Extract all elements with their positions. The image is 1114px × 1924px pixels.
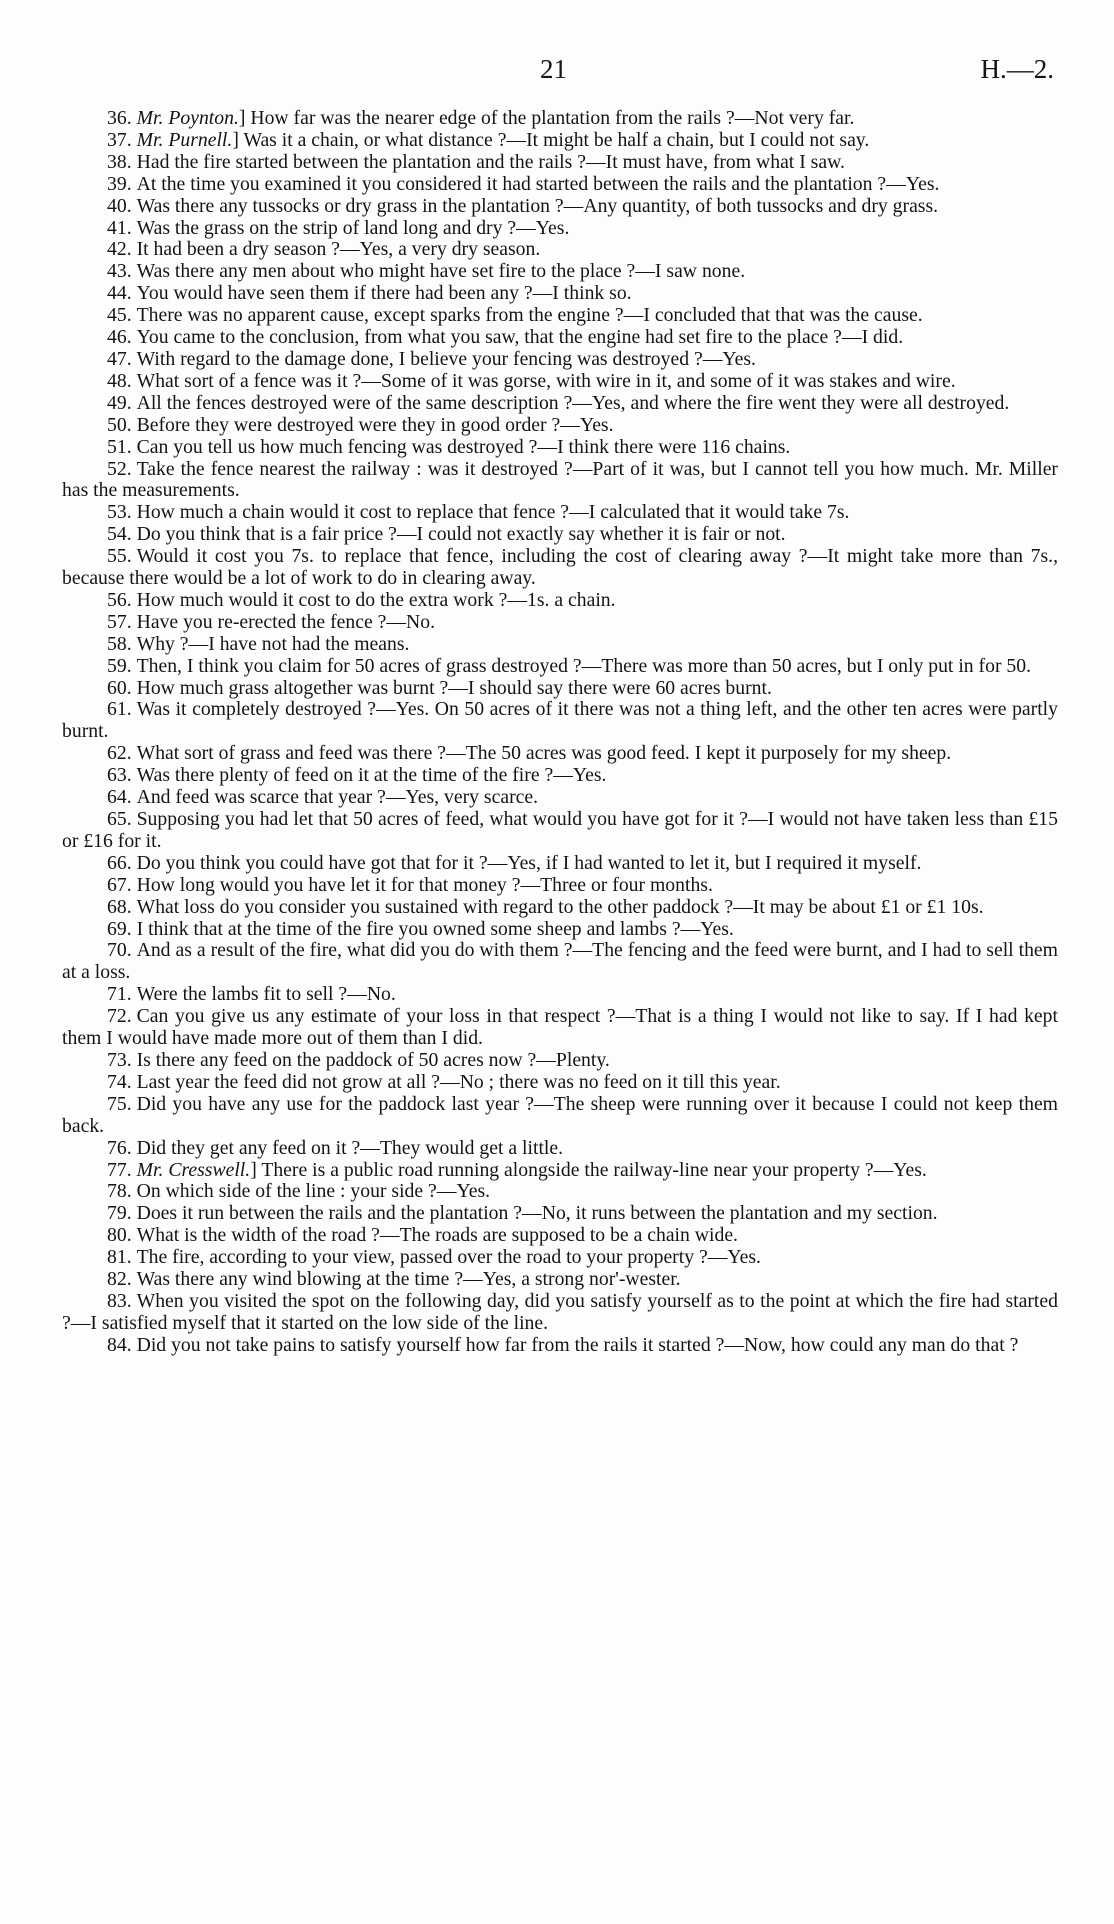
entry-text: How long would you have let it for that money ?—Three or four months.	[136, 873, 713, 896]
question-entry	[62, 459, 1058, 503]
speaker-name: Mr. Cresswell.	[136, 1158, 251, 1181]
question-entry	[62, 1335, 1058, 1357]
entry-text: And feed was scarce that year ?—Yes, very scarce.	[136, 786, 539, 809]
entry-text: Did you not take pains to satisfy yourself how far from the rails it started ?—Now, how could any man do that ?	[136, 1333, 1019, 1356]
entry-number: 65.	[107, 808, 132, 830]
question-entry	[62, 656, 1058, 678]
entry-number: 49.	[107, 391, 132, 414]
testimony-body	[62, 108, 1058, 1357]
entry-number: 80.	[107, 1224, 132, 1247]
entry-text: With regard to the damage done, I believe your fencing was destroyed ?—Yes.	[136, 347, 756, 370]
entry-number: 40.	[107, 194, 132, 217]
question-entry	[62, 239, 1058, 261]
entry-number: 60.	[107, 676, 132, 699]
speaker-name: Mr. Poynton.	[136, 107, 239, 129]
question-entry	[62, 678, 1058, 700]
entry-text: Was it completely destroyed ?—Yes. On 50 acres of it there was not a thing left, and the other ten acres were partly burnt.	[62, 698, 1058, 743]
entry-text: Was there any men about who might have set fire to the place ?—I saw none.	[136, 260, 746, 283]
entry-number: 50.	[107, 413, 132, 436]
entry-text: What sort of a fence was it ?—Some of it was gorse, with wire in it, and some of it was stakes and wire.	[136, 369, 956, 392]
page-number: 21	[540, 54, 567, 84]
question-entry	[62, 1203, 1058, 1225]
entry-text: Was there plenty of feed on it at the time of the fire ?—Yes.	[136, 764, 607, 787]
entry-number: 64.	[107, 786, 132, 809]
entry-number: 75.	[107, 1092, 132, 1115]
entry-text: Was there any tussocks or dry grass in the plantation ?—Any quantity, of both tussocks and dry grass.	[136, 194, 939, 217]
question-entry	[62, 590, 1058, 612]
question-entry	[62, 853, 1058, 875]
entry-number: 77.	[107, 1158, 132, 1181]
entry-text: You would have seen them if there had been any ?—I think so.	[136, 282, 632, 305]
entry-number: 45.	[107, 304, 132, 327]
entry-number: 72.	[107, 1005, 132, 1028]
entry-text: There is a public road running alongside the railway-line near your property ?—Yes.	[261, 1158, 927, 1181]
entry-number: 41.	[107, 216, 132, 239]
entry-text: Take the fence nearest the railway : was it destroyed ?—Part of it was, but I cannot tell you how much. Mr. Miller has the measurements.	[62, 457, 1058, 502]
question-entry	[62, 152, 1058, 174]
question-entry	[62, 940, 1058, 984]
question-entry: 37. Mr. Purnell.] Was it a chain, or what distance ?—It might be half a chain, but I could not say.	[107, 128, 870, 151]
entry-number: 55.	[107, 545, 132, 568]
question-entry	[62, 174, 1058, 196]
question-entry	[62, 634, 1058, 656]
entry-number: 56.	[107, 588, 132, 611]
entry-number: 52.	[107, 457, 132, 480]
question-entry	[62, 349, 1058, 371]
entry-text: Did they get any feed on it ?—They would get a little.	[136, 1136, 564, 1159]
entry-number: 47.	[107, 347, 132, 370]
question-entry	[62, 919, 1058, 941]
entry-text: Were the lambs fit to sell ?—No.	[136, 983, 396, 1006]
entry-text: Do you think you could have got that for it ?—Yes, if I had wanted to let it, but I required it myself.	[136, 851, 922, 874]
entry-text: Have you re-erected the fence ?—No.	[136, 610, 436, 633]
entry-text: All the fences destroyed were of the same description ?—Yes, and where the fire went they were all destroyed.	[136, 391, 1010, 414]
question-entry	[62, 984, 1058, 1006]
entry-number: 74.	[107, 1070, 132, 1093]
entry-text: Would it cost you 7s. to replace that fence, including the cost of clearing away ?—It might take more than 7s., because there would be a lot of work to do in clearing away.	[62, 545, 1058, 590]
entry-number: 58.	[107, 632, 132, 655]
question-entry: 36. Mr. Poynton.] How far was the nearer edge of the plantation from the rails ?—Not very far.	[107, 107, 855, 129]
entry-number: 62.	[107, 742, 132, 765]
question-entry	[62, 1247, 1058, 1269]
entry-number: 71.	[107, 983, 132, 1006]
entry-number: 36.	[107, 107, 132, 129]
question-entry	[62, 1006, 1058, 1050]
entry-number: 48.	[107, 369, 132, 392]
question-entry: 77. Mr. Cresswell.] There is a public road running alongside the railway-line near your property ?—Yes.	[107, 1158, 927, 1181]
question-entry	[62, 1181, 1058, 1203]
entry-text: What loss do you consider you sustained with regard to the other paddock ?—It may be about £1 or £1 10s.	[136, 895, 984, 918]
entry-text: Do you think that is a fair price ?—I could not exactly say whether it is fair or not.	[136, 523, 786, 546]
question-entry	[62, 196, 1058, 218]
entry-number: 59.	[107, 654, 132, 677]
question-entry	[62, 1291, 1058, 1335]
question-entry	[62, 283, 1058, 305]
entry-text: You came to the conclusion, from what you saw, that the engine had set fire to the place ?—I did.	[136, 326, 904, 349]
entry-number: 46.	[107, 326, 132, 349]
question-entry	[62, 612, 1058, 634]
question-entry	[62, 743, 1058, 765]
question-entry	[62, 524, 1058, 546]
entry-text: Had the fire started between the plantation and the rails ?—It must have, from what I saw.	[136, 150, 845, 173]
entry-text: Last year the feed did not grow at all ?—No ; there was no feed on it till this year.	[136, 1070, 781, 1093]
question-entry	[62, 1225, 1058, 1247]
document-code: H.—2.	[980, 54, 1054, 84]
entry-text: And as a result of the fire, what did you do with them ?—The fencing and the feed were burnt, and I had to sell them at a loss.	[62, 939, 1058, 984]
entry-text: How much a chain would it cost to replace that fence ?—I calculated that it would take 7s.	[136, 501, 850, 524]
entry-number: 63.	[107, 764, 132, 787]
entry-number: 67.	[107, 873, 132, 896]
entry-number: 68.	[107, 895, 132, 918]
entry-text: When you visited the spot on the following day, did you satisfy yourself as to the point at which the fire had started ?—I satisfied myself that it started on the low side of the line.	[62, 1289, 1058, 1334]
entry-text: How far was the nearer edge of the plantation from the rails ?—Not very far.	[250, 107, 855, 129]
question-entry	[62, 305, 1058, 327]
entry-text: Was it a chain, or what distance ?—It might be half a chain, but I could not say.	[243, 128, 870, 151]
question-entry	[62, 1094, 1058, 1138]
question-entry	[62, 371, 1058, 393]
entry-text: The fire, according to your view, passed over the road to your property ?—Yes.	[136, 1246, 761, 1269]
entry-text: Before they were destroyed were they in good order ?—Yes.	[136, 413, 614, 436]
entry-number: 82.	[107, 1268, 132, 1291]
entry-text: What sort of grass and feed was there ?—The 50 acres was good feed. I kept it purposely for my sheep.	[136, 742, 952, 765]
entry-text: There was no apparent cause, except sparks from the engine ?—I concluded that that was the cause.	[136, 304, 923, 327]
entry-text: It had been a dry season ?—Yes, a very dry season.	[136, 238, 541, 261]
entry-number: 73.	[107, 1048, 132, 1071]
question-entry	[62, 218, 1058, 240]
question-entry	[62, 1138, 1058, 1160]
question-entry	[62, 809, 1058, 853]
question-entry	[62, 765, 1058, 787]
entry-number: 69.	[107, 917, 132, 940]
entry-text: Is there any feed on the paddock of 50 acres now ?—Plenty.	[136, 1048, 610, 1071]
entry-number: 83.	[107, 1289, 132, 1312]
entry-text: Why ?—I have not had the means.	[136, 632, 410, 655]
entry-number: 42.	[107, 238, 132, 261]
entry-number: 84.	[107, 1333, 132, 1356]
entry-number: 78.	[107, 1180, 132, 1203]
entry-number: 57.	[107, 610, 132, 633]
entry-text: Was there any wind blowing at the time ?—Yes, a strong nor'-wester.	[136, 1268, 681, 1291]
entry-number: 51.	[107, 435, 132, 458]
entry-text: How much would it cost to do the extra work ?—1s. a chain.	[136, 588, 616, 611]
entry-number: 61.	[107, 698, 132, 721]
entry-number: 53.	[107, 501, 132, 524]
question-entry	[62, 787, 1058, 809]
entry-text: Was the grass on the strip of land long and dry ?—Yes.	[136, 216, 570, 239]
entry-number: 44.	[107, 282, 132, 305]
speaker-name: Mr. Purnell.	[136, 128, 233, 151]
entry-number: 38.	[107, 150, 132, 173]
question-entry	[62, 897, 1058, 919]
entry-number: 70.	[107, 939, 132, 962]
entry-text: Did you have any use for the paddock last year ?—The sheep were running over it because I could not keep them back.	[62, 1092, 1058, 1137]
entry-number: 54.	[107, 523, 132, 546]
entry-number: 43.	[107, 260, 132, 283]
entry-number: 39.	[107, 172, 132, 195]
question-entry	[62, 502, 1058, 524]
entry-text: At the time you examined it you considered it had started between the rails and the plantation ?—Yes.	[136, 172, 940, 195]
question-entry	[62, 1050, 1058, 1072]
entry-text: Supposing you had let that 50 acres of feed, what would you have got for it ?—I would not have taken less than £15 or £16 for it.	[62, 808, 1058, 852]
question-entry	[62, 415, 1058, 437]
entry-text: On which side of the line : your side ?—Yes.	[136, 1180, 491, 1203]
entry-text: What is the width of the road ?—The roads are supposed to be a chain wide.	[136, 1224, 738, 1247]
question-entry	[62, 437, 1058, 459]
entry-text: Can you give us any estimate of your loss in that respect ?—That is a thing I would not like to say. If I had kept them I would have made more out of them than I did.	[62, 1005, 1058, 1050]
entry-text: How much grass altogether was burnt ?—I should say there were 60 acres burnt.	[136, 676, 772, 699]
entry-text: Does it run between the rails and the plantation ?—No, it runs between the plantation and my section.	[136, 1202, 938, 1225]
question-entry	[62, 546, 1058, 590]
question-entry	[62, 261, 1058, 283]
entry-number: 79.	[107, 1202, 132, 1225]
entry-number: 37.	[107, 128, 132, 151]
question-entry	[62, 875, 1058, 897]
question-entry	[62, 1072, 1058, 1094]
entry-number: 76.	[107, 1136, 132, 1159]
question-entry	[62, 699, 1058, 743]
entry-text: I think that at the time of the fire you owned some sheep and lambs ?—Yes.	[136, 917, 734, 940]
question-entry	[62, 393, 1058, 415]
question-entry	[62, 327, 1058, 349]
entry-number: 81.	[107, 1246, 132, 1269]
entry-number: 66.	[107, 851, 132, 874]
entry-text: Then, I think you claim for 50 acres of grass destroyed ?—There was more than 50 acres, but I only put in for 50.	[136, 654, 1032, 677]
question-entry	[62, 1269, 1058, 1291]
entry-text: Can you tell us how much fencing was destroyed ?—I think there were 116 chains.	[136, 435, 791, 458]
